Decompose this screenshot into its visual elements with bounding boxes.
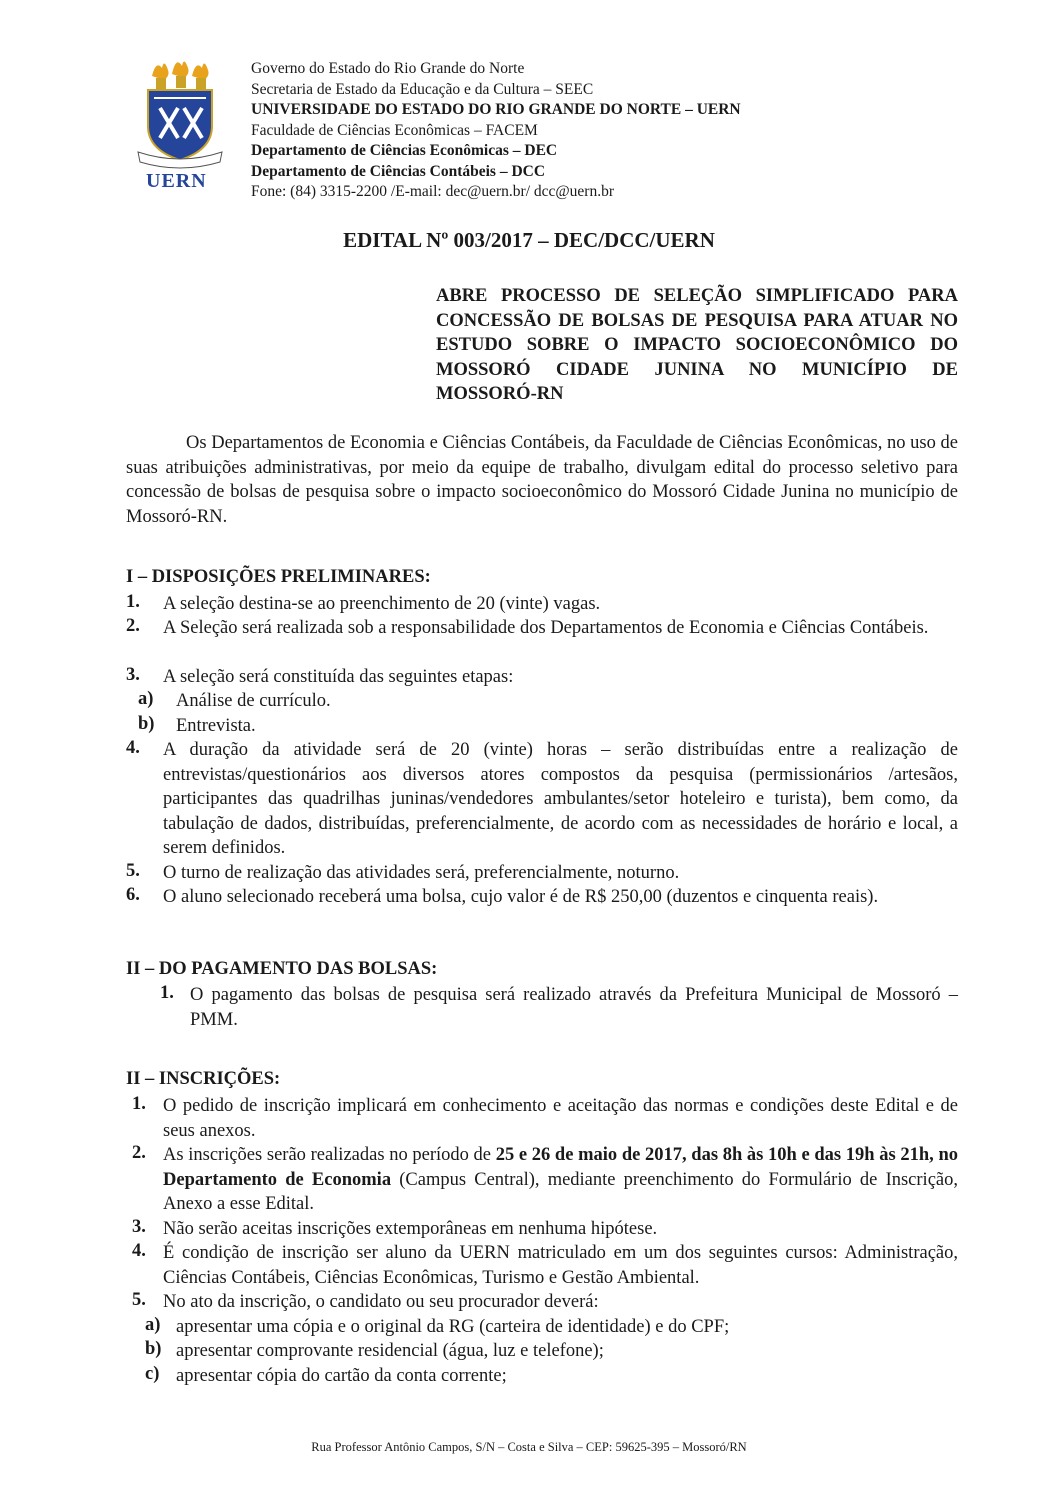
document-title: EDITAL Nº 003/2017 – DEC/DCC/UERN (343, 228, 715, 252)
item-number: 5. (126, 861, 140, 881)
header-secretariat: Secretaria de Estado da Educação e da Cultura – SEEC (251, 81, 594, 98)
item-letter: c) (145, 1364, 160, 1384)
list-item: No ato da inscrição, o candidato ou seu procurador deverá: (163, 1292, 599, 1312)
list-item: A Seleção será realizada sob a responsabilidade dos Departamentos de Economia e Ciências Contábeis. (163, 618, 929, 638)
list-item (163, 1143, 958, 1217)
item-number: 6. (126, 885, 140, 905)
item-number: 3. (132, 1217, 146, 1237)
item-number: 4. (126, 738, 140, 758)
item-number: 1. (132, 1094, 146, 1114)
header-government: Governo do Estado do Rio Grande do Norte (251, 60, 525, 77)
item-number: 2. (126, 616, 140, 636)
section-heading-registration: II – INSCRIÇÕES: (126, 1069, 281, 1089)
list-item: Análise de currículo. (176, 691, 331, 711)
item-number: 2. (132, 1143, 146, 1163)
list-item: apresentar uma cópia e o original da RG (carteira de identidade) e do CPF; (176, 1317, 730, 1337)
header-department-dcc: Departamento de Ciências Contábeis – DCC (251, 163, 546, 180)
item-letter: b) (145, 1339, 162, 1359)
list-item: O aluno selecionado receberá uma bolsa, cujo valor é de R$ 250,00 (duzentos e cinquenta reais). (163, 887, 879, 907)
list-item: apresentar comprovante residencial (água, luz e telefone); (176, 1341, 604, 1361)
list-item: A duração da atividade será de 20 (vinte) horas – serão distribuídas entre a realização de entrevistas/questionários aos diversos atores compostos da pesquisa (permissionários /artesãos, participantes das quadrilhas juninas/vendedores ambulantes/setor hoteleiro e turista), bem como, da tabulação de dados, distribuídas, preferencialmente, de acordo com as necessidades de horário e local, a serem definidos. (163, 740, 958, 858)
logo-wordmark: UERN (146, 170, 207, 192)
header-faculty: Faculdade de Ciências Econômicas – FACEM (251, 122, 538, 139)
item-number: 1. (160, 983, 174, 1003)
list-item: A seleção será constituída das seguintes etapas: (163, 667, 514, 687)
torch-icon (152, 63, 169, 90)
item-number: 1. (126, 592, 140, 612)
page-footer-address: Rua Professor Antônio Campos, S/N – Costa e Silva – CEP: 59625-395 – Mossoró/RN (311, 1440, 747, 1454)
torch-icon (192, 63, 209, 90)
list-item: Entrevista. (176, 716, 256, 736)
item-letter: a) (145, 1315, 161, 1335)
item-number: 3. (126, 665, 140, 685)
item-text-pre: As inscrições serão realizadas no período de (163, 1145, 496, 1165)
header-department-dec: Departamento de Ciências Econômicas – DEC (251, 142, 558, 159)
item-text-post: (Campus Central), mediante preenchimento do Formulário de Inscrição, Anexo a esse Edital. (163, 1169, 958, 1214)
section-heading-payment: II – DO PAGAMENTO DAS BOLSAS: (126, 959, 438, 979)
list-item: O pagamento das bolsas de pesquisa será realizado através da Prefeitura Municipal de Mossoró – PMM. (190, 985, 958, 1030)
document-abstract: ABRE PROCESSO DE SELEÇÃO SIMPLIFICADO PARA CONCESSÃO DE BOLSAS DE PESQUISA PARA ATUAR NO ESTUDO SOBRE O IMPACTO SOCIOECONÔMICO DO MOSSORÓ CIDADE JUNINA NO MUNICÍPIO DE MOSSORÓ-RN (436, 286, 958, 404)
list-item: A seleção destina-se ao preenchimento de 20 (vinte) vagas. (163, 594, 601, 614)
torch-icon (172, 61, 189, 88)
list-item: É condição de inscrição ser aluno da UERN matriculado em um dos seguintes cursos: Administração, Ciências Contábeis, Ciências Econômicas, Turismo e Gestão Ambiental. (163, 1243, 958, 1288)
list-item: apresentar cópia do cartão da conta corrente; (176, 1366, 507, 1386)
list-item: O turno de realização das atividades será, preferencialmente, noturno. (163, 863, 680, 883)
list-item: Não serão aceitas inscrições extemporâneas em nenhuma hipótese. (163, 1219, 658, 1239)
item-letter: a) (138, 689, 154, 709)
intro-paragraph: Os Departamentos de Economia e Ciências Contábeis, da Faculdade de Ciências Econômicas, no uso de suas atribuições administrativas, por meio da equipe de trabalho, divulgam edital do processo seletivo para concessão de bolsas de pesquisa sobre o impacto socioeconômico do Mossoró Cidade Junina no município de Mossoró-RN. (126, 433, 958, 527)
item-number: 5. (132, 1290, 146, 1310)
list-item: O pedido de inscrição implicará em conhecimento e aceitação das normas e condições deste Edital e de seus anexos. (163, 1096, 958, 1141)
item-number: 4. (132, 1241, 146, 1261)
item-letter: b) (138, 714, 155, 734)
header-university: UNIVERSIDADE DO ESTADO DO RIO GRANDE DO NORTE – UERN (251, 101, 741, 118)
item-text-bold: 25 e 26 de maio de 2017, das 8h às 10h e das 19h às 21h, no Departamento de Economia (163, 1145, 959, 1190)
section-heading-preliminary: I – DISPOSIÇÕES PRELIMINARES: (126, 567, 431, 587)
header-contact: Fone: (84) 3315-2200 /E-mail: dec@uern.br/ dcc@uern.br (251, 183, 614, 200)
